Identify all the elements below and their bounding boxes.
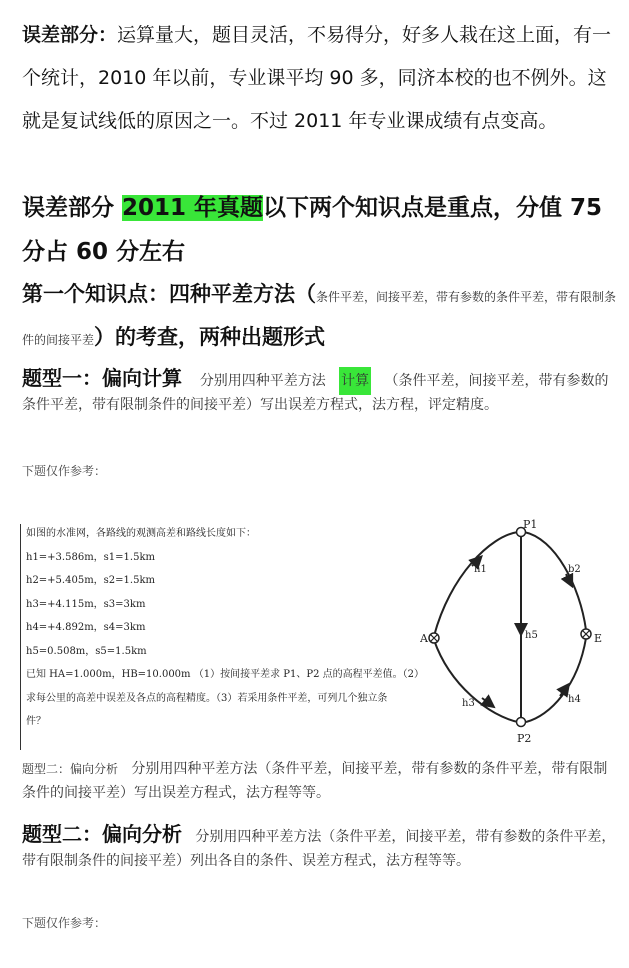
- figure-border: [20, 524, 21, 750]
- node-p2: [517, 718, 526, 727]
- knowledge-point-detail: 条件平差，间接平差，带有参数的条件平差，带有限制条件的间接平差: [22, 290, 617, 347]
- intro-paragraph: [22, 14, 617, 143]
- heading-2011-after: 以下两个知识点是重点，分值 75 分占 60 分左右: [22, 195, 603, 265]
- type2-caption-text: 分别用四种平差方法（条件平差，间接平差，带有参数的条件平差，带有限制条件的间接平差）写出误差方程式，法方程等等。: [22, 761, 608, 801]
- label-e: E: [594, 632, 603, 645]
- label-h4: h4: [568, 694, 581, 705]
- arrow-h3: [482, 698, 490, 704]
- type2-caption: [22, 757, 617, 805]
- problem-figure: [20, 516, 614, 752]
- node-a: [429, 633, 439, 643]
- leveling-network-diagram: [420, 516, 614, 752]
- type1-desc-a: 分别用四种平差方法: [199, 373, 326, 389]
- node-e: [581, 629, 591, 639]
- intro-label: 误差部分：: [22, 24, 118, 46]
- problem-line: h1=+3.586m，s1=1.5km: [26, 551, 155, 563]
- type1-section: [22, 366, 617, 417]
- problem-line: h3=+4.115m，s3=3km: [26, 598, 146, 610]
- type1-title-a: 题型一：偏向: [22, 366, 142, 390]
- label-h1: h1: [474, 564, 487, 575]
- heading-2011-highlight: 2011 年真题: [122, 195, 264, 221]
- type1-desc-b: （条件平差，间接平差，带有参数的条件平差，带有限制条件的间接平差）写出误差方程式，法方程，评定精度。: [22, 373, 609, 413]
- label-p1: P1: [523, 518, 538, 531]
- type2-caption-label: 题型二：偏向分析: [22, 762, 119, 776]
- type2-desc: 分别用四种平差方法（条件平差，间接平差，带有参数的条件平差，带有限制条件的间接平差）列出各自的条件、误差方程式，法方程等等。: [22, 829, 616, 869]
- problem-line: 如图的水准网，各路线的观测高差和路线长度如下：: [26, 528, 256, 539]
- intro-text: 运算量大，题目灵活，不易得分，好多人栽在这上面，有一个统计，2010 年以前，专业课平均 90 多，同济本校的也不例外。这就是复试线低的原因之一。不过 2011 年专业课成绩有点变高。: [22, 24, 612, 132]
- type2-title: 题型二：偏向分析: [22, 822, 182, 846]
- label-a: A: [420, 632, 428, 645]
- problem-line: 已知 HA=1.000m，HB=10.000m （1）按间接平差求 P1、P2 点的高程平差值。（2）: [26, 669, 424, 680]
- label-h5: h5: [525, 630, 538, 641]
- label-h3: h3: [462, 698, 475, 709]
- label-p2: P2: [517, 732, 532, 745]
- problem-line: h2=+5.405m，s2=1.5km: [26, 575, 155, 586]
- route-p1-e: [524, 532, 586, 630]
- problem-line: h5=0.508m，s5=1.5km: [26, 645, 147, 657]
- route-a-p1: [434, 532, 518, 636]
- type1-title-b: 计算: [142, 366, 182, 390]
- type1-desc-highlight: 计算: [339, 367, 371, 395]
- route-e-p2: [526, 638, 586, 722]
- note-reference-1: 下题仅作参考：: [22, 464, 107, 478]
- heading-2011: [22, 186, 617, 274]
- heading-2011-before: 误差部分: [22, 195, 123, 221]
- route-a-p2: [434, 640, 518, 722]
- problem-text: [26, 522, 426, 734]
- problem-line: h4=+4.892m，s4=3km: [26, 622, 146, 633]
- knowledge-point-title: 第一个知识点：四种平差方法（: [22, 282, 316, 306]
- label-h2: b2: [568, 564, 581, 575]
- knowledge-point-tail: ）的考查，两种出题形式: [94, 325, 326, 349]
- knowledge-point-heading: [22, 274, 617, 360]
- note-reference-2: 下题仅作参考：: [22, 916, 107, 930]
- problem-line: 求每公里的高差中误差及各点的高程精度。（3）若采用条件平差，可列几个独立条: [26, 692, 388, 704]
- type2-section: [22, 822, 617, 873]
- problem-line: 件？: [26, 716, 46, 727]
